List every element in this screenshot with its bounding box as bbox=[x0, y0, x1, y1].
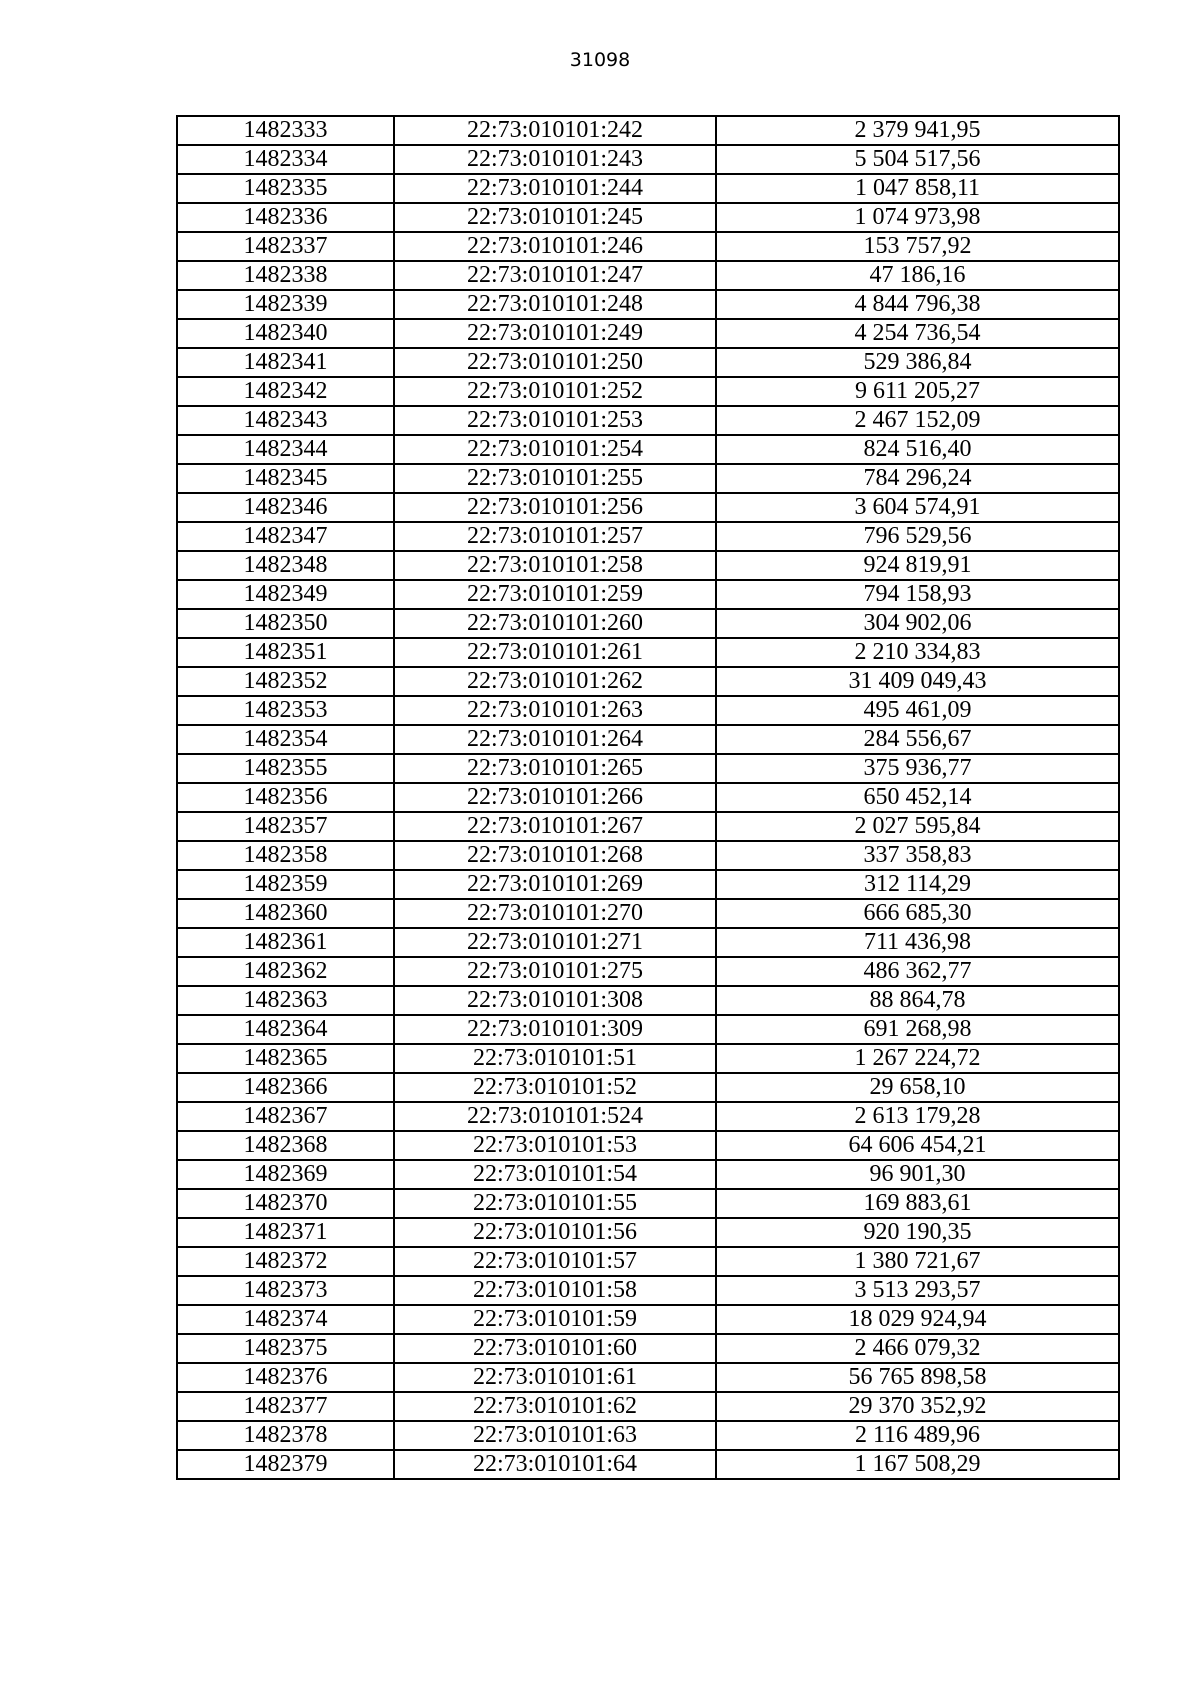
table-row bbox=[177, 1044, 1119, 1073]
table-row bbox=[177, 1363, 1119, 1392]
cadastral-number-cell: 22:73:010101:269 bbox=[394, 870, 716, 899]
table-row bbox=[177, 696, 1119, 725]
cadastral-value-cell: 375 936,77 bbox=[716, 754, 1119, 783]
cadastral-value-cell: 486 362,77 bbox=[716, 957, 1119, 986]
cadastral-value-cell: 824 516,40 bbox=[716, 435, 1119, 464]
cadastral-value-cell: 794 158,93 bbox=[716, 580, 1119, 609]
cadastral-value-cell: 47 186,16 bbox=[716, 261, 1119, 290]
cadastral-number-cell: 22:73:010101:271 bbox=[394, 928, 716, 957]
table-row bbox=[177, 957, 1119, 986]
table-row bbox=[177, 1392, 1119, 1421]
cadastral-value-cell: 1 074 973,98 bbox=[716, 203, 1119, 232]
cadastral-number-cell: 22:73:010101:61 bbox=[394, 1363, 716, 1392]
table-row bbox=[177, 203, 1119, 232]
record-number-cell: 1482340 bbox=[177, 319, 394, 348]
record-number-cell: 1482379 bbox=[177, 1450, 394, 1479]
table-row bbox=[177, 638, 1119, 667]
record-number-cell: 1482362 bbox=[177, 957, 394, 986]
record-number-cell: 1482347 bbox=[177, 522, 394, 551]
table-row bbox=[177, 1218, 1119, 1247]
cadastral-number-cell: 22:73:010101:261 bbox=[394, 638, 716, 667]
record-number-cell: 1482343 bbox=[177, 406, 394, 435]
table-row bbox=[177, 116, 1119, 145]
table-row bbox=[177, 232, 1119, 261]
cadastral-number-cell: 22:73:010101:55 bbox=[394, 1189, 716, 1218]
table-row bbox=[177, 319, 1119, 348]
cadastral-value-cell: 4 254 736,54 bbox=[716, 319, 1119, 348]
cadastral-number-cell: 22:73:010101:258 bbox=[394, 551, 716, 580]
table-row bbox=[177, 1073, 1119, 1102]
record-number-cell: 1482354 bbox=[177, 725, 394, 754]
cadastral-number-cell: 22:73:010101:309 bbox=[394, 1015, 716, 1044]
cadastral-value-cell: 88 864,78 bbox=[716, 986, 1119, 1015]
cadastral-number-cell: 22:73:010101:51 bbox=[394, 1044, 716, 1073]
table-row bbox=[177, 667, 1119, 696]
record-number-cell: 1482333 bbox=[177, 116, 394, 145]
cadastral-value-cell: 18 029 924,94 bbox=[716, 1305, 1119, 1334]
table-row bbox=[177, 1102, 1119, 1131]
cadastral-value-cell: 5 504 517,56 bbox=[716, 145, 1119, 174]
table-row bbox=[177, 725, 1119, 754]
record-number-cell: 1482378 bbox=[177, 1421, 394, 1450]
record-number-cell: 1482375 bbox=[177, 1334, 394, 1363]
record-number-cell: 1482352 bbox=[177, 667, 394, 696]
table-row bbox=[177, 406, 1119, 435]
record-number-cell: 1482373 bbox=[177, 1276, 394, 1305]
record-number-cell: 1482359 bbox=[177, 870, 394, 899]
cadastral-value-cell: 691 268,98 bbox=[716, 1015, 1119, 1044]
cadastral-value-cell: 920 190,35 bbox=[716, 1218, 1119, 1247]
cadastral-number-cell: 22:73:010101:54 bbox=[394, 1160, 716, 1189]
registry-table bbox=[176, 115, 1120, 1480]
cadastral-value-cell: 650 452,14 bbox=[716, 783, 1119, 812]
record-number-cell: 1482344 bbox=[177, 435, 394, 464]
table-row bbox=[177, 870, 1119, 899]
record-number-cell: 1482337 bbox=[177, 232, 394, 261]
cadastral-value-cell: 29 658,10 bbox=[716, 1073, 1119, 1102]
cadastral-value-cell: 666 685,30 bbox=[716, 899, 1119, 928]
cadastral-value-cell: 31 409 049,43 bbox=[716, 667, 1119, 696]
table-row bbox=[177, 783, 1119, 812]
record-number-cell: 1482361 bbox=[177, 928, 394, 957]
cadastral-number-cell: 22:73:010101:245 bbox=[394, 203, 716, 232]
record-number-cell: 1482360 bbox=[177, 899, 394, 928]
cadastral-value-cell: 711 436,98 bbox=[716, 928, 1119, 957]
page-number: 31098 bbox=[569, 49, 631, 71]
table-row bbox=[177, 261, 1119, 290]
cadastral-number-cell: 22:73:010101:57 bbox=[394, 1247, 716, 1276]
cadastral-number-cell: 22:73:010101:64 bbox=[394, 1450, 716, 1479]
cadastral-number-cell: 22:73:010101:53 bbox=[394, 1131, 716, 1160]
table-row bbox=[177, 754, 1119, 783]
cadastral-value-cell: 2 613 179,28 bbox=[716, 1102, 1119, 1131]
cadastral-value-cell: 3 604 574,91 bbox=[716, 493, 1119, 522]
cadastral-value-cell: 284 556,67 bbox=[716, 725, 1119, 754]
record-number-cell: 1482367 bbox=[177, 1102, 394, 1131]
cadastral-number-cell: 22:73:010101:247 bbox=[394, 261, 716, 290]
cadastral-number-cell: 22:73:010101:250 bbox=[394, 348, 716, 377]
table-row bbox=[177, 435, 1119, 464]
record-number-cell: 1482346 bbox=[177, 493, 394, 522]
record-number-cell: 1482370 bbox=[177, 1189, 394, 1218]
record-number-cell: 1482335 bbox=[177, 174, 394, 203]
cadastral-value-cell: 1 167 508,29 bbox=[716, 1450, 1119, 1479]
cadastral-number-cell: 22:73:010101:246 bbox=[394, 232, 716, 261]
cadastral-number-cell: 22:73:010101:267 bbox=[394, 812, 716, 841]
record-number-cell: 1482336 bbox=[177, 203, 394, 232]
table-row bbox=[177, 377, 1119, 406]
table-row bbox=[177, 348, 1119, 377]
record-number-cell: 1482364 bbox=[177, 1015, 394, 1044]
cadastral-value-cell: 2 466 079,32 bbox=[716, 1334, 1119, 1363]
record-number-cell: 1482348 bbox=[177, 551, 394, 580]
table-row bbox=[177, 812, 1119, 841]
record-number-cell: 1482366 bbox=[177, 1073, 394, 1102]
cadastral-value-cell: 2 027 595,84 bbox=[716, 812, 1119, 841]
cadastral-value-cell: 153 757,92 bbox=[716, 232, 1119, 261]
cadastral-number-cell: 22:73:010101:265 bbox=[394, 754, 716, 783]
table-row bbox=[177, 1421, 1119, 1450]
table-row bbox=[177, 1305, 1119, 1334]
record-number-cell: 1482349 bbox=[177, 580, 394, 609]
cadastral-value-cell: 64 606 454,21 bbox=[716, 1131, 1119, 1160]
cadastral-number-cell: 22:73:010101:264 bbox=[394, 725, 716, 754]
cadastral-number-cell: 22:73:010101:253 bbox=[394, 406, 716, 435]
cadastral-number-cell: 22:73:010101:242 bbox=[394, 116, 716, 145]
cadastral-value-cell: 304 902,06 bbox=[716, 609, 1119, 638]
record-number-cell: 1482358 bbox=[177, 841, 394, 870]
cadastral-value-cell: 1 047 858,11 bbox=[716, 174, 1119, 203]
cadastral-number-cell: 22:73:010101:60 bbox=[394, 1334, 716, 1363]
cadastral-value-cell: 56 765 898,58 bbox=[716, 1363, 1119, 1392]
cadastral-value-cell: 4 844 796,38 bbox=[716, 290, 1119, 319]
table-row bbox=[177, 1450, 1119, 1479]
cadastral-number-cell: 22:73:010101:59 bbox=[394, 1305, 716, 1334]
table-row bbox=[177, 290, 1119, 319]
table-row bbox=[177, 145, 1119, 174]
table-row bbox=[177, 1189, 1119, 1218]
cadastral-number-cell: 22:73:010101:248 bbox=[394, 290, 716, 319]
table-row bbox=[177, 1276, 1119, 1305]
cadastral-value-cell: 784 296,24 bbox=[716, 464, 1119, 493]
record-number-cell: 1482356 bbox=[177, 783, 394, 812]
record-number-cell: 1482357 bbox=[177, 812, 394, 841]
cadastral-number-cell: 22:73:010101:63 bbox=[394, 1421, 716, 1450]
record-number-cell: 1482339 bbox=[177, 290, 394, 319]
record-number-cell: 1482363 bbox=[177, 986, 394, 1015]
table-row bbox=[177, 609, 1119, 638]
table-row bbox=[177, 928, 1119, 957]
cadastral-number-cell: 22:73:010101:262 bbox=[394, 667, 716, 696]
cadastral-value-cell: 96 901,30 bbox=[716, 1160, 1119, 1189]
table-row bbox=[177, 899, 1119, 928]
cadastral-number-cell: 22:73:010101:58 bbox=[394, 1276, 716, 1305]
record-number-cell: 1482351 bbox=[177, 638, 394, 667]
cadastral-value-cell: 1 380 721,67 bbox=[716, 1247, 1119, 1276]
cadastral-value-cell: 9 611 205,27 bbox=[716, 377, 1119, 406]
table-row bbox=[177, 841, 1119, 870]
cadastral-number-cell: 22:73:010101:256 bbox=[394, 493, 716, 522]
cadastral-value-cell: 529 386,84 bbox=[716, 348, 1119, 377]
cadastral-value-cell: 312 114,29 bbox=[716, 870, 1119, 899]
table-row bbox=[177, 1247, 1119, 1276]
table-row bbox=[177, 551, 1119, 580]
record-number-cell: 1482350 bbox=[177, 609, 394, 638]
cadastral-number-cell: 22:73:010101:275 bbox=[394, 957, 716, 986]
cadastral-number-cell: 22:73:010101:308 bbox=[394, 986, 716, 1015]
cadastral-number-cell: 22:73:010101:263 bbox=[394, 696, 716, 725]
cadastral-number-cell: 22:73:010101:52 bbox=[394, 1073, 716, 1102]
cadastral-value-cell: 2 379 941,95 bbox=[716, 116, 1119, 145]
cadastral-number-cell: 22:73:010101:244 bbox=[394, 174, 716, 203]
table-row bbox=[177, 580, 1119, 609]
record-number-cell: 1482365 bbox=[177, 1044, 394, 1073]
table-row bbox=[177, 986, 1119, 1015]
cadastral-value-cell: 169 883,61 bbox=[716, 1189, 1119, 1218]
record-number-cell: 1482374 bbox=[177, 1305, 394, 1334]
cadastral-number-cell: 22:73:010101:252 bbox=[394, 377, 716, 406]
table-row bbox=[177, 1015, 1119, 1044]
table-row bbox=[177, 1160, 1119, 1189]
record-number-cell: 1482371 bbox=[177, 1218, 394, 1247]
cadastral-value-cell: 2 116 489,96 bbox=[716, 1421, 1119, 1450]
table-row bbox=[177, 522, 1119, 551]
cadastral-number-cell: 22:73:010101:249 bbox=[394, 319, 716, 348]
cadastral-value-cell: 3 513 293,57 bbox=[716, 1276, 1119, 1305]
cadastral-number-cell: 22:73:010101:270 bbox=[394, 899, 716, 928]
table-row bbox=[177, 1334, 1119, 1363]
record-number-cell: 1482345 bbox=[177, 464, 394, 493]
record-number-cell: 1482377 bbox=[177, 1392, 394, 1421]
record-number-cell: 1482338 bbox=[177, 261, 394, 290]
table-row bbox=[177, 464, 1119, 493]
record-number-cell: 1482355 bbox=[177, 754, 394, 783]
record-number-cell: 1482341 bbox=[177, 348, 394, 377]
cadastral-number-cell: 22:73:010101:62 bbox=[394, 1392, 716, 1421]
cadastral-value-cell: 2 467 152,09 bbox=[716, 406, 1119, 435]
cadastral-value-cell: 924 819,91 bbox=[716, 551, 1119, 580]
record-number-cell: 1482334 bbox=[177, 145, 394, 174]
cadastral-value-cell: 1 267 224,72 bbox=[716, 1044, 1119, 1073]
cadastral-number-cell: 22:73:010101:524 bbox=[394, 1102, 716, 1131]
record-number-cell: 1482353 bbox=[177, 696, 394, 725]
cadastral-number-cell: 22:73:010101:266 bbox=[394, 783, 716, 812]
cadastral-number-cell: 22:73:010101:259 bbox=[394, 580, 716, 609]
record-number-cell: 1482376 bbox=[177, 1363, 394, 1392]
table-row bbox=[177, 1131, 1119, 1160]
table-row bbox=[177, 493, 1119, 522]
cadastral-number-cell: 22:73:010101:56 bbox=[394, 1218, 716, 1247]
record-number-cell: 1482368 bbox=[177, 1131, 394, 1160]
cadastral-number-cell: 22:73:010101:260 bbox=[394, 609, 716, 638]
record-number-cell: 1482342 bbox=[177, 377, 394, 406]
cadastral-number-cell: 22:73:010101:257 bbox=[394, 522, 716, 551]
cadastral-number-cell: 22:73:010101:255 bbox=[394, 464, 716, 493]
cadastral-number-cell: 22:73:010101:254 bbox=[394, 435, 716, 464]
cadastral-value-cell: 796 529,56 bbox=[716, 522, 1119, 551]
cadastral-value-cell: 337 358,83 bbox=[716, 841, 1119, 870]
cadastral-value-cell: 495 461,09 bbox=[716, 696, 1119, 725]
registry-table-body bbox=[177, 116, 1119, 1479]
cadastral-number-cell: 22:73:010101:268 bbox=[394, 841, 716, 870]
cadastral-value-cell: 2 210 334,83 bbox=[716, 638, 1119, 667]
record-number-cell: 1482369 bbox=[177, 1160, 394, 1189]
cadastral-number-cell: 22:73:010101:243 bbox=[394, 145, 716, 174]
cadastral-value-cell: 29 370 352,92 bbox=[716, 1392, 1119, 1421]
table-row bbox=[177, 174, 1119, 203]
record-number-cell: 1482372 bbox=[177, 1247, 394, 1276]
